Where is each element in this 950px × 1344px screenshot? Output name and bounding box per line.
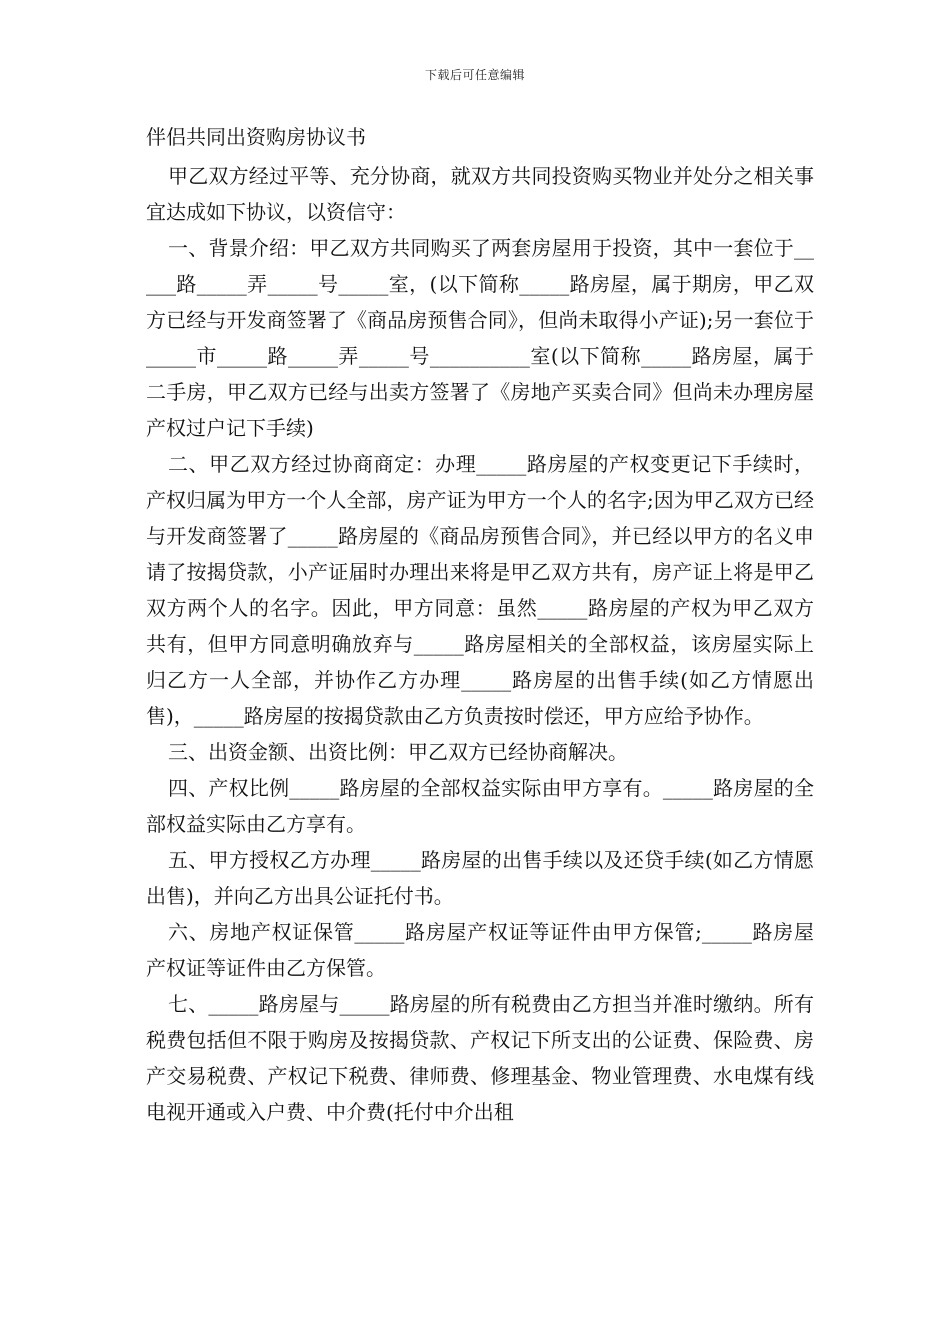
document-title: 伴侣共同出资购房协议书 (146, 125, 366, 149)
paragraph-clause-1: 一、背景介绍：甲乙双方共同购买了两套房屋用于投资，其中一套位于_____路_____弄_____号_____室，(以下简称_____路房屋，属于期房，甲乙双方已经与开发商签署了《商品房预售合同》，但尚未取得小产证);另一套位于_____市_____路_____弄_____号__________室(以下简称_____路房屋，属于二手房，甲乙双方已经与出卖方签署了《房地产买卖合同》但尚未办理房屋产权过户记下手续) (146, 236, 814, 440)
paragraph-clause-5: 五、甲方授权乙方办理_____路房屋的出售手续以及还贷手续(如乙方情愿出售)，并向乙方出具公证托付书。 (146, 848, 814, 908)
paragraph-intro: 甲乙双方经过平等、充分协商，就双方共同投资购买物业并处分之相关事宜达成如下协议，以资信守： (146, 164, 814, 224)
paragraph-clause-3: 三、出资金额、出资比例：甲乙双方已经协商解决。 (168, 740, 628, 764)
paragraph-clause-6: 六、房地产权证保管_____路房屋产权证等证件由甲方保管;_____路房屋产权证等证件由乙方保管。 (146, 920, 814, 980)
document-body (146, 158, 814, 1130)
paragraph-clause-2: 二、甲乙双方经过协商商定：办理_____路房屋的产权变更记下手续时，产权归属为甲方一个人全部，房产证为甲方一个人的名字;因为甲乙双方已经与开发商签署了_____路房屋的《商品房预售合同》，并已经以甲方的名义申请了按揭贷款，小产证届时办理出来将是甲乙双方共有，房产证上将是甲乙双方两个人的名字。因此，甲方同意：虽然_____路房屋的产权为甲乙双方共有，但甲方同意明确放弃与_____路房屋相关的全部权益，该房屋实际上归乙方一人全部，并协作乙方办理_____路房屋的出售手续(如乙方情愿出售)，_____路房屋的按揭贷款由乙方负责按时偿还，甲方应给予协作。 (146, 452, 814, 728)
header-note: 下载后可任意编辑 (424, 68, 525, 82)
paragraph-clause-4: 四、产权比例_____路房屋的全部权益实际由甲方享有。_____路房屋的全部权益实际由乙方享有。 (146, 776, 814, 836)
paragraph-clause-7: 七、_____路房屋与_____路房屋的所有税费由乙方担当并准时缴纳。所有税费包括但不限于购房及按揭贷款、产权记下所支出的公证费、保险费、房产交易税费、产权记下税费、律师费、修理基金、物业管理费、水电煤有线电视开通或入户费、中介费(托付中介出租 (146, 992, 814, 1124)
